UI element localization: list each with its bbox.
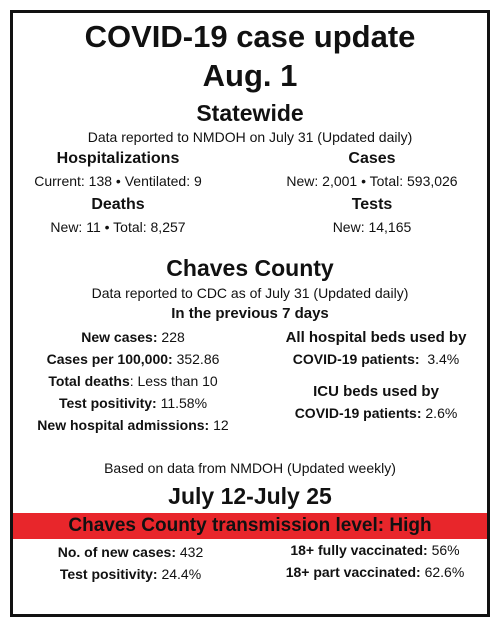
county-source: Data reported to CDC as of July 31 (Updated daily) (91, 285, 409, 301)
icu-beds-line1: ICU beds used by (313, 383, 439, 400)
deaths-label: Deaths (91, 196, 145, 213)
covid-update-card (10, 10, 490, 617)
county-stat-hospital-admissions: New hospital admissions: 12 (37, 417, 229, 433)
tests-label: Tests (351, 196, 393, 213)
weekly-source: Based on data from NMDOH (Updated weekly) (104, 460, 396, 476)
hospitalizations-value: Current: 138 • Ventilated: 9 (34, 173, 202, 189)
county-stat-test-positivity: Test positivity: 11.58% (58, 395, 208, 411)
hospitalizations-label: Hospitalizations (56, 150, 180, 167)
cases-value: New: 2,001 • Total: 593,026 (286, 173, 458, 189)
county-stat-total-deaths: Total deaths: Less than 10 (48, 373, 218, 389)
update-date: Aug. 1 (202, 58, 298, 93)
transmission-level-banner: Chaves County transmission level: High (13, 513, 487, 539)
hospital-beds-line2: COVID-19 patients: 3.4% (292, 351, 460, 367)
deaths-value: New: 11 • Total: 8,257 (50, 219, 186, 235)
weekly-stat-test-positivity: Test positivity: 24.4% (59, 566, 202, 582)
county-stat-new-cases: New cases: 228 (81, 329, 185, 345)
icu-beds-line2: COVID-19 patients: 2.6% (294, 405, 458, 421)
tests-value: New: 14,165 (332, 219, 412, 235)
county-heading: Chaves County (166, 255, 334, 281)
county-period: In the previous 7 days (171, 305, 329, 322)
county-stat-cases-per-100k: Cases per 100,000: 352.86 (46, 351, 220, 367)
page-title: COVID-19 case update (84, 19, 416, 54)
hospital-beds-line1: All hospital beds used by (285, 329, 467, 346)
statewide-source: Data reported to NMDOH on July 31 (Updated daily) (87, 129, 413, 145)
weekly-stat-new-cases: No. of new cases: 432 (57, 544, 204, 560)
cases-label: Cases (348, 150, 396, 167)
statewide-heading: Statewide (196, 100, 304, 126)
weekly-stat-fully-vaccinated: 18+ fully vaccinated: 56% (290, 542, 460, 558)
weekly-stat-part-vaccinated: 18+ part vaccinated: 62.6% (285, 564, 465, 580)
weekly-range: July 12-July 25 (168, 483, 332, 509)
